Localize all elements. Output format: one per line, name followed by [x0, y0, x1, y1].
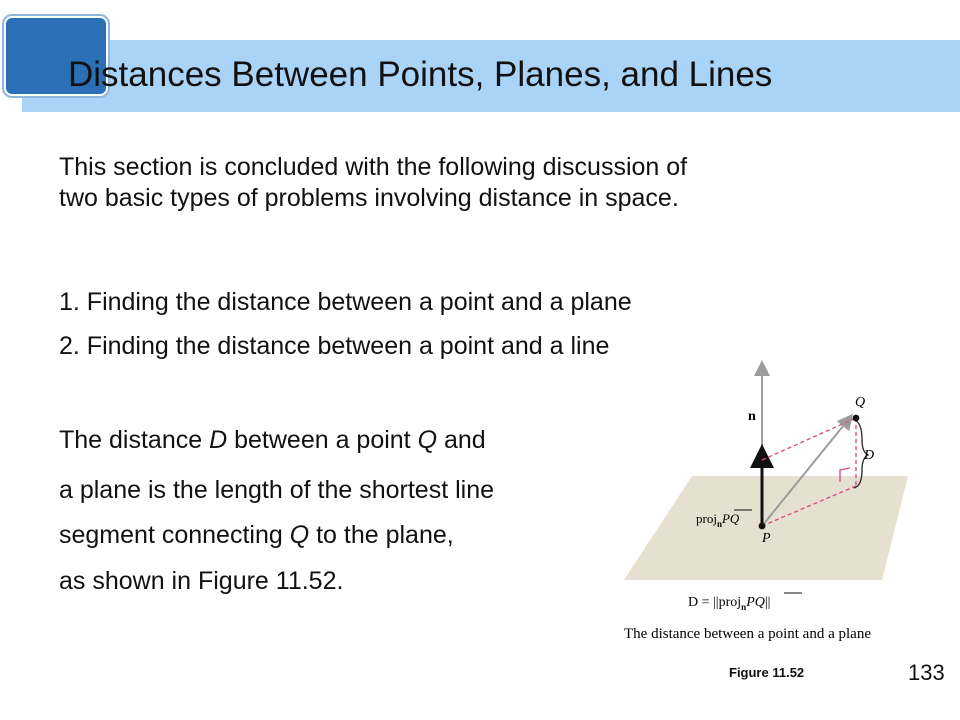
formula-subscript: n — [741, 602, 747, 612]
distance-line-3-prefix: segment connecting — [59, 521, 290, 549]
figure-caption: The distance between a point and a plane — [624, 626, 871, 642]
list-item-1: 1. Finding the distance between a point and a plane — [59, 288, 632, 316]
plane-shape — [624, 476, 908, 580]
projection-label-subscript: n — [716, 519, 722, 529]
page-number: 133 — [908, 660, 945, 685]
intro-line-2: two basic types of problems involving distance in space. — [59, 184, 679, 212]
projection-label-text: proj — [696, 511, 717, 526]
point-q-dot — [853, 415, 860, 422]
distance-line-1-prefix: The distance — [59, 426, 210, 454]
formula-suffix: || — [764, 595, 771, 610]
point-variable-q-2: Q — [289, 521, 310, 549]
point-q-label: Q — [855, 395, 866, 410]
intro-line-1: This section is concluded with the following discussion of — [59, 153, 688, 181]
distance-variable-d: D — [209, 426, 228, 454]
point-p-label: P — [762, 531, 771, 546]
point-variable-q: Q — [417, 426, 438, 454]
distance-line-1-suffix: and — [437, 426, 486, 454]
distance-label: D — [864, 448, 875, 463]
formula-vector: PQ — [746, 595, 765, 610]
point-p-dot — [759, 523, 766, 530]
figure-label: Figure 11.52 — [729, 665, 805, 680]
distance-line-3-suffix: to the plane, — [309, 521, 454, 549]
distance-paragraph-line-2: a plane is the length of the shortest line — [59, 476, 495, 504]
projection-label-vector: PQ — [721, 511, 740, 526]
intro-paragraph — [59, 152, 879, 214]
formula-prefix: D = ||proj — [688, 595, 742, 610]
normal-label: n — [748, 409, 756, 424]
page-title: Distances Between Points, Planes, and Lines — [68, 55, 773, 94]
distance-formula — [688, 595, 770, 612]
dashed-top-link — [762, 418, 856, 460]
distance-line-1-middle: between a point — [227, 426, 418, 454]
distance-point-plane-figure — [614, 360, 914, 660]
distance-paragraph-line-3 — [59, 519, 454, 551]
distance-paragraph-line-4: as shown in Figure 11.52. — [59, 567, 344, 595]
list-item-2: 2. Finding the distance between a point and a line — [59, 332, 610, 360]
distance-paragraph-line-1 — [59, 424, 486, 456]
